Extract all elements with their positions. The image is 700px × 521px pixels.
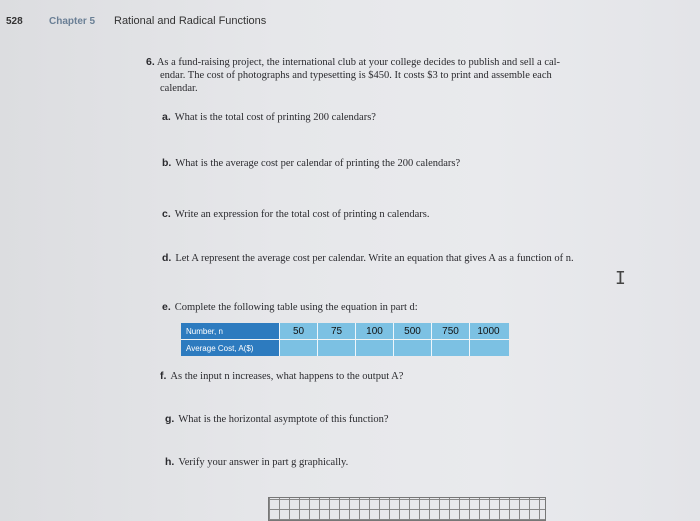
table-row-average-cost (181, 340, 509, 356)
question-d-letter: d. (162, 252, 172, 264)
question-c-text: Write an expression for the total cost of printing n calendars. (174, 209, 430, 220)
question-g (165, 413, 389, 426)
table-cell-n: 50 (279, 323, 317, 339)
question-h-text: Verify your answer in part g graphically. (178, 457, 349, 468)
question-f-letter: f. (160, 370, 167, 382)
table-cell-a (317, 340, 355, 356)
table-cell-n: 100 (355, 323, 393, 339)
table-cell-n: 1000 (469, 323, 507, 339)
problem-number: 6. (146, 56, 155, 68)
page-header (0, 10, 700, 34)
question-a (162, 111, 376, 124)
question-e (162, 301, 418, 314)
cost-table (181, 323, 509, 356)
table-cell-a (469, 340, 507, 356)
question-f-text: As the input n increases, what happens to the output A? (170, 371, 404, 382)
problem-line-3: calendar. (160, 83, 198, 94)
graph-grid (268, 497, 546, 521)
question-d-text: Let A represent the average cost per calendar. Write an equation that gives A as a function of n. (175, 253, 574, 264)
question-h-letter: h. (165, 456, 175, 468)
question-c (162, 208, 429, 221)
table-label-number: Number, n (181, 323, 279, 339)
table-row-number (181, 323, 509, 340)
question-e-letter: e. (162, 301, 171, 313)
question-c-letter: c. (162, 208, 171, 220)
question-g-letter: g. (165, 413, 175, 425)
table-label-average-cost: Average Cost, A($) (181, 340, 279, 356)
question-b (162, 157, 460, 170)
table-cell-n: 75 (317, 323, 355, 339)
page-number: 528 (6, 16, 23, 27)
question-h (165, 456, 348, 469)
question-b-letter: b. (162, 157, 172, 169)
question-f (160, 370, 403, 383)
text-cursor-icon: I (615, 268, 626, 289)
chapter-title: Rational and Radical Functions (114, 15, 267, 27)
question-a-letter: a. (162, 111, 171, 123)
question-a-text: What is the total cost of printing 200 calendars? (174, 112, 376, 123)
problem-line-2: endar. The cost of photographs and typesetting is $450. It costs $3 to print and assemble each (160, 70, 552, 81)
question-b-text: What is the average cost per calendar of printing the 200 calendars? (175, 158, 461, 169)
chapter-label: Chapter 5 (49, 16, 96, 27)
table-cell-a (431, 340, 469, 356)
question-g-text: What is the horizontal asymptote of this function? (178, 414, 389, 425)
table-cell-n: 750 (431, 323, 469, 339)
question-d (162, 252, 574, 265)
table-cell-n: 500 (393, 323, 431, 339)
problem-line-1: As a fund-raising project, the international club at your college decides to publish and sell a cal- (156, 57, 561, 68)
problem-statement (146, 56, 636, 95)
table-cell-a (279, 340, 317, 356)
table-cell-a (393, 340, 431, 356)
table-cell-a (355, 340, 393, 356)
question-e-text: Complete the following table using the equation in part d: (174, 302, 418, 313)
